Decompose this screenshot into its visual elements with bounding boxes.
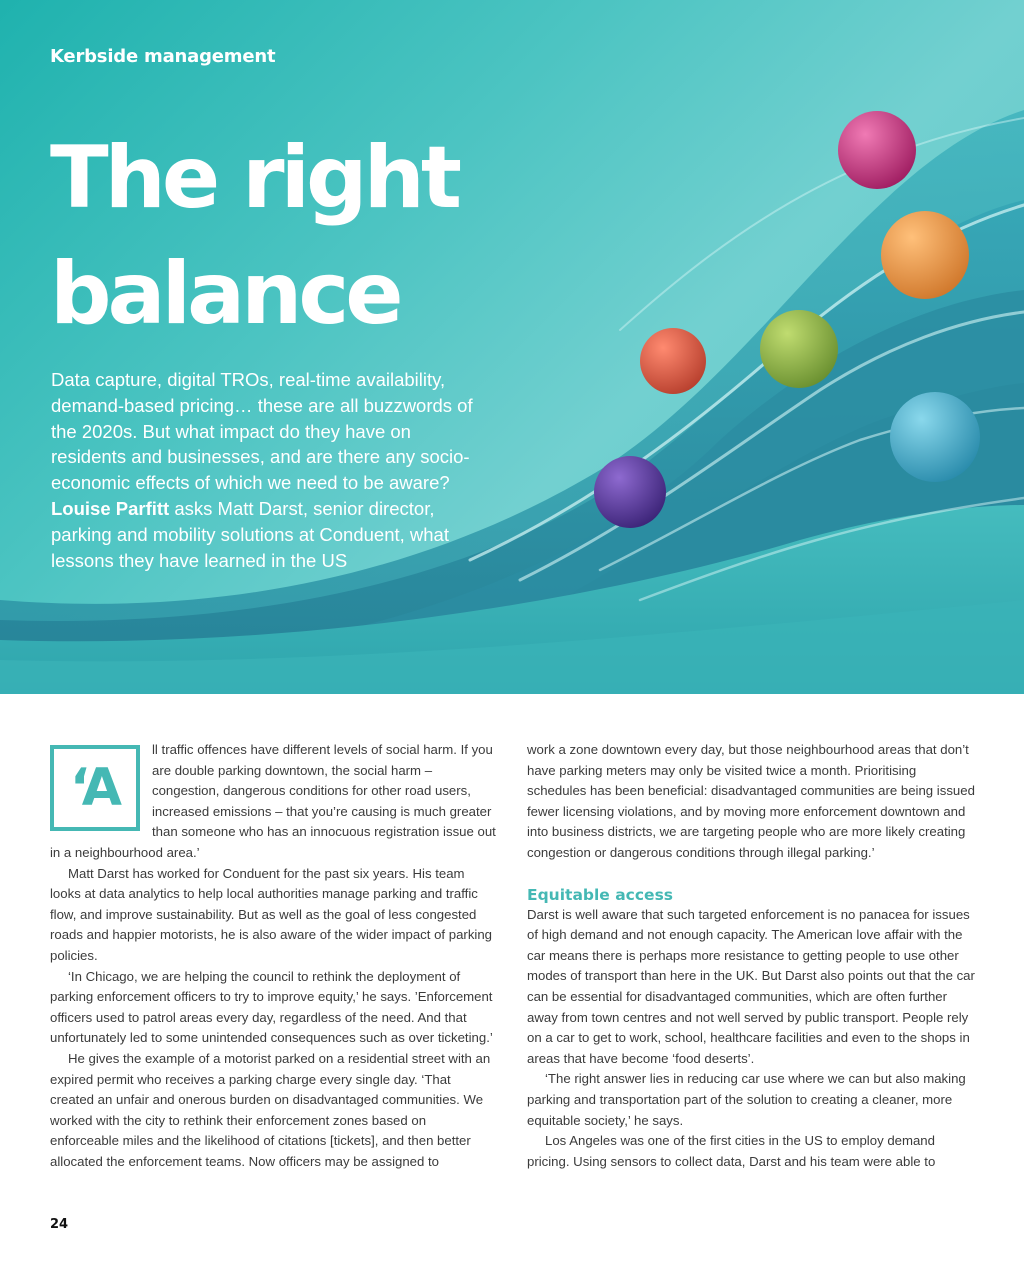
headline-line-1: The right bbox=[50, 128, 458, 228]
green-sphere bbox=[760, 310, 838, 388]
paragraph: Matt Darst has worked for Conduent for the past six years. His team looks at data analytics to help local authorities manage parking and traffic flow, and improve sustainability. But as well as the goal of less congested roads and happier motorists, he is also aware of the wider impact of parking policies. bbox=[50, 865, 493, 963]
subheading: Equitable access bbox=[527, 885, 674, 904]
paragraph: Los Angeles was one of the first cities in the US to employ demand pricing. Using sensors to collect data, Darst and his team were able to bbox=[527, 1133, 936, 1169]
purple-sphere bbox=[594, 456, 666, 528]
paragraph: He gives the example of a motorist parked on a residential street with an expired permit who receives a parking charge every single day. ‘That created an unfair and onerous burden on disadvantaged communities. We worked with the city to rethink their enforcement zones based on enforceable miles and the likelihood of citations [tickets], and then better allocated the enforcement teams. Now officers may be assigned to bbox=[50, 1050, 491, 1169]
pink-sphere bbox=[838, 111, 916, 189]
page-title bbox=[50, 120, 458, 352]
section-label: Kerbside management bbox=[50, 46, 276, 67]
headline-line-2: balance bbox=[50, 244, 400, 344]
standfirst-text: Data capture, digital TROs, real-time availability, demand-based pricing… these are all buzzwords of the 2020s. But what impact do they have on residents and businesses, and are there any socio-economic effects of which we need to be aware? bbox=[51, 369, 473, 494]
drop-cap: ‘A bbox=[50, 745, 140, 831]
paragraph: work a zone downtown every day, but those neighbourhood areas that don’t have parking meters may only be visited twice a month. Prioritising schedules has been beneficial: disadvantaged communities are being issued fewer licensing violations, and by moving more enforcement downtown and into business districts, we are targeting people who are more likely creating congestion or dangerous conditions through illegal parking.’ bbox=[527, 742, 975, 860]
standfirst bbox=[51, 367, 491, 573]
blue-sphere bbox=[890, 392, 980, 482]
article-column-left bbox=[50, 740, 498, 1172]
paragraph: Darst is well aware that such targeted enforcement is no panacea for issues of high demand and not enough capacity. The American love affair with the car means there is perhaps more resistance to getting people to use other modes of transport than here in the UK. But Darst also points out that the car can be essential for disadvantaged communities, which are often further away from town centres and not well served by public transport. People rely on a car to get to work, school, healthcare facilities and even to the shops in areas that have become ‘food deserts’. bbox=[527, 906, 975, 1066]
paragraph: ‘The right answer lies in reducing car use where we can but also making parking and transportation part of the solution to creating a cleaner, more equitable society,’ he says. bbox=[527, 1071, 966, 1128]
paragraph: ‘In Chicago, we are helping the council to rethink the deployment of parking enforcement officers to try to improve equity,’ he says. ’Enforcement officers used to patrol areas every day, regardless of the need. And that unfortunately led to some unintended consequences such as over ticketing.’ bbox=[50, 968, 493, 1046]
standfirst-text-2: asks Matt Darst, senior director, parking and mobility solutions at Conduent, what lessons they have learned in the US bbox=[51, 497, 449, 571]
red-sphere bbox=[640, 328, 706, 394]
page-number: 24 bbox=[50, 1217, 69, 1232]
orange-sphere bbox=[881, 211, 969, 299]
paragraph: ll traffic offences have different levels of social harm. If you are double parking downtown, the social harm – congestion, dangerous conditions for other road users, increased emissions – that you’re causing is much greater than someone who has an innocuous registration issue out in a neighbourhood area.’ bbox=[50, 742, 496, 860]
article-column-right bbox=[527, 740, 975, 1172]
author-name: Louise Parfitt bbox=[51, 497, 170, 519]
